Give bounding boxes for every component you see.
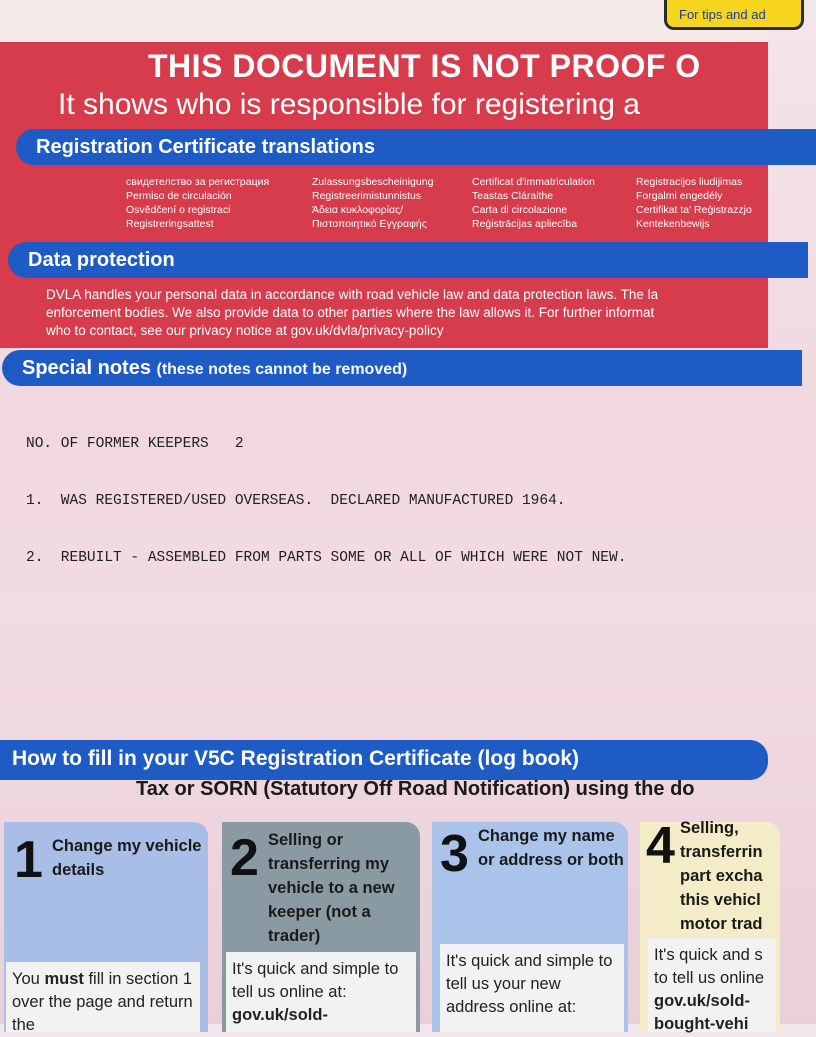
translation-item: Certificat d'immatriculation	[472, 176, 595, 188]
translation-item: Forgalmi engedély	[636, 190, 723, 202]
how-to-header	[0, 740, 768, 780]
translation-item: Zulassungsbescheinigung	[312, 176, 434, 188]
translation-item: Reģistrācijas apliecība	[472, 218, 578, 230]
card-title: Selling or transferring my vehicle to a new keeper (not a trader)	[268, 831, 395, 945]
card-instruction-link[interactable]: gov.uk/sold-	[232, 1006, 328, 1024]
special-notes-header	[2, 350, 802, 386]
data-protection-header	[8, 242, 808, 278]
translations-header	[16, 129, 816, 165]
card-instruction	[440, 944, 624, 1032]
special-note-line: NO. OF FORMER KEEPERS 2	[26, 436, 244, 452]
translation-item: Registreerimistunnistus	[312, 190, 422, 202]
special-note-line: 1. WAS REGISTERED/USED OVERSEAS. DECLARED MANUFACTURED 1964.	[26, 493, 566, 509]
card-title: Change my name or address or both	[478, 827, 624, 869]
translation-item: Permiso de circulación	[126, 190, 232, 202]
card-instruction-emphasis: must	[44, 970, 84, 988]
card-instruction	[6, 962, 200, 1032]
translation-item: Άδεια κυκλοφορίας/	[312, 204, 404, 216]
translation-item: Registracijos liudijimas	[636, 176, 743, 188]
special-notes-header-note: (these notes cannot be removed)	[156, 361, 408, 378]
card-title: Change my vehicle details	[52, 837, 202, 879]
special-note-line: 2. REBUILT - ASSEMBLED FROM PARTS SOME OR ALL OF WHICH WERE NOT NEW.	[26, 550, 627, 566]
card-instruction-text: It's quick and s to tell us online	[654, 946, 765, 987]
translation-item: свидетелство за регистрация	[126, 176, 270, 188]
translation-item: Osvědčení o registraci	[126, 204, 231, 216]
card-instruction	[648, 938, 776, 1032]
data-protection-line: who to contact, see our privacy notice at gov.uk/dvla/privacy-policy	[46, 323, 444, 338]
card-instruction-text: You	[12, 970, 45, 988]
card-instruction	[226, 952, 416, 1032]
tips-badge: For tips and ad	[664, 0, 804, 30]
data-protection-header-label: Data protection	[28, 249, 175, 271]
translations-header-label: Registration Certificate translations	[36, 136, 375, 158]
banner-title: THIS DOCUMENT IS NOT PROOF O	[148, 48, 701, 84]
card-selling-transferring	[222, 822, 420, 1032]
tax-sorn-line: Tax or SORN (Statutory Off Road Notification) using the do	[136, 778, 695, 800]
translations-grid	[126, 176, 806, 231]
card-instruction-text: fill in section 1 over the page and return the	[12, 970, 193, 1034]
translation-item: Teastas Cláraithe	[472, 190, 554, 202]
top-strip	[0, 0, 768, 42]
translation-item: Kentekenbewijs	[636, 218, 710, 230]
card-number: 3	[440, 825, 469, 883]
special-notes-header-label: Special notes	[22, 357, 151, 379]
data-protection-line: enforcement bodies. We also provide data to other parties where the law allows it. For further informat	[46, 305, 655, 320]
special-notes-text	[26, 397, 626, 587]
banner-subtitle: It shows who is responsible for registering a	[58, 88, 640, 121]
card-change-vehicle-details	[4, 822, 208, 1032]
card-number: 1	[14, 831, 43, 889]
translation-item: Certifikat ta' Reģistrazzjo	[636, 204, 752, 216]
card-instruction-link[interactable]: gov.uk/sold- bought-vehi	[654, 992, 750, 1033]
translation-item: Πιστοποιητικό Εγγραφής	[312, 218, 427, 230]
card-instruction-text: It's quick and simple to tell us your new address online at:	[446, 952, 613, 1016]
card-selling-part-exchange	[640, 817, 780, 1033]
data-protection-text	[46, 286, 806, 340]
card-number: 2	[230, 829, 259, 887]
card-number: 4	[646, 817, 675, 875]
translation-item: Carta di circolazione	[472, 204, 568, 216]
translation-item: Registreringsattest	[126, 218, 214, 230]
card-title: Selling, transferrin part excha this vehicl motor trad	[680, 819, 763, 933]
data-protection-line: DVLA handles your personal data in accordance with road vehicle law and data protection laws. The la	[46, 287, 659, 302]
card-change-name-address	[432, 822, 628, 1032]
how-to-header-label: How to fill in your V5C Registration Certificate (log book)	[12, 747, 580, 770]
card-instruction-text: It's quick and simple to tell us online at:	[232, 960, 399, 1001]
